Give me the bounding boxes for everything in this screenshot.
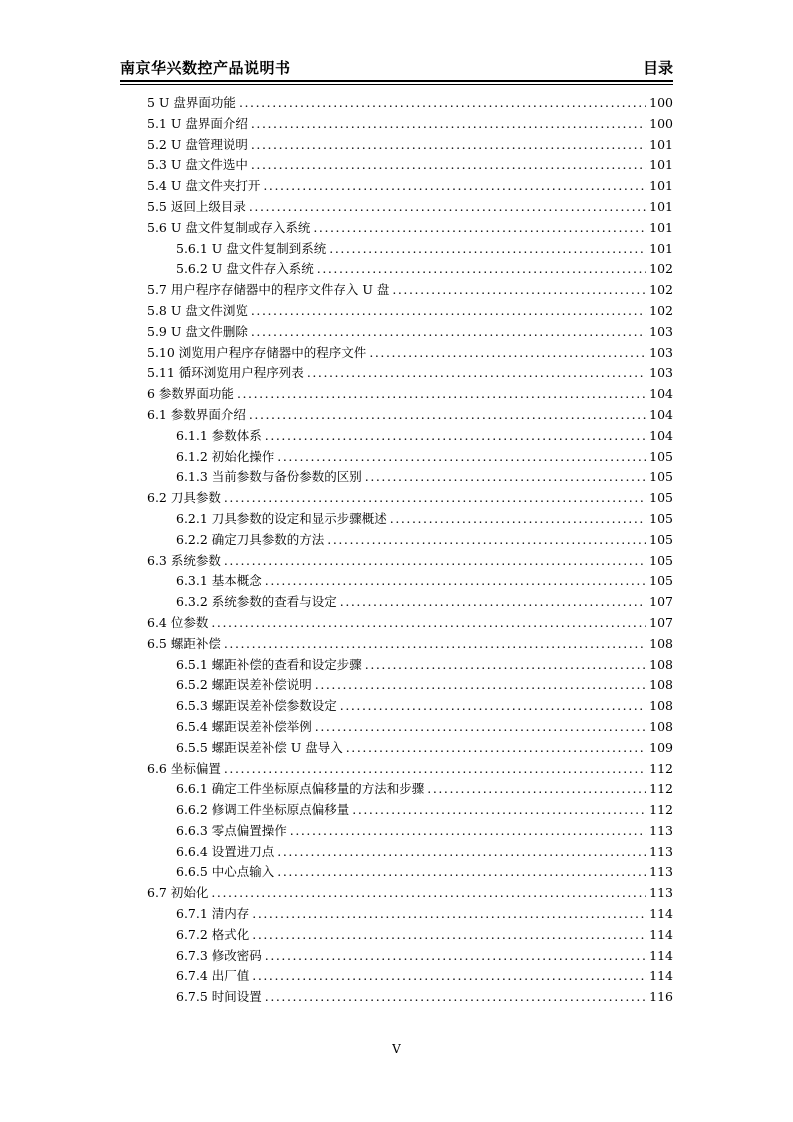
toc-entry-page: 113 <box>649 822 673 838</box>
toc-entry[interactable] <box>147 842 673 863</box>
toc-dot-leader <box>277 864 646 879</box>
toc-entry-page: 109 <box>649 739 673 755</box>
toc-entry[interactable] <box>147 405 673 426</box>
toc-dot-leader <box>277 449 646 464</box>
toc-entry-title: 6.5.2 螺距误差补偿说明 <box>176 677 312 693</box>
toc-entry-title: 5.1 U 盘界面介绍 <box>147 115 248 131</box>
toc-entry-title: 5.9 U 盘文件删除 <box>147 323 248 339</box>
toc-entry-page: 104 <box>649 386 673 402</box>
toc-entry[interactable] <box>147 738 673 759</box>
page-number: V <box>392 1042 401 1056</box>
toc-entry-title: 6.5 螺距补偿 <box>147 635 221 651</box>
toc-entry-page: 103 <box>649 344 673 360</box>
toc-entry[interactable] <box>147 135 673 156</box>
toc-dot-leader <box>251 116 646 131</box>
toc-entry-title: 6.6 坐标偏置 <box>147 760 221 776</box>
toc-entry[interactable] <box>147 904 673 925</box>
toc-dot-leader <box>265 989 646 1004</box>
toc-entry-title: 5.6.2 U 盘文件存入系统 <box>176 261 314 277</box>
toc-dot-leader <box>346 740 646 755</box>
toc-entry-title: 5.11 循环浏览用户程序列表 <box>147 365 304 381</box>
toc-entry-page: 108 <box>649 656 673 672</box>
toc-dot-leader <box>265 948 646 963</box>
toc-dot-leader <box>265 428 646 443</box>
toc-entry-page: 105 <box>649 469 673 485</box>
toc-entry-page: 101 <box>649 240 673 256</box>
toc-entry-title: 6.1.3 当前参数与备份参数的区别 <box>176 469 362 485</box>
toc-entry[interactable] <box>147 987 673 1008</box>
toc-entry[interactable] <box>147 343 673 364</box>
toc-entry-title: 6.6.3 零点偏置操作 <box>176 822 287 838</box>
toc-dot-leader <box>317 261 646 276</box>
toc-dot-leader <box>307 365 646 380</box>
toc-dot-leader <box>327 532 646 547</box>
toc-entry-title: 6.3 系统参数 <box>147 552 221 568</box>
toc-dot-leader <box>427 781 646 796</box>
toc-entry[interactable] <box>147 613 673 634</box>
toc-entry[interactable] <box>147 551 673 572</box>
toc-entry-title: 6.1.1 参数体系 <box>176 427 262 443</box>
toc-entry-page: 113 <box>649 843 673 859</box>
toc-entry-title: 6.7.1 清内存 <box>176 906 250 922</box>
toc-dot-leader <box>211 615 646 630</box>
toc-entry[interactable] <box>147 571 673 592</box>
toc-entry-page: 112 <box>649 781 673 797</box>
toc-entry[interactable] <box>147 176 673 197</box>
toc-entry-title: 5.10 浏览用户程序存储器中的程序文件 <box>147 344 367 360</box>
toc-dot-leader <box>211 885 646 900</box>
toc-entry-page: 114 <box>649 906 673 922</box>
toc-entry-page: 102 <box>649 261 673 277</box>
toc-entry[interactable] <box>147 779 673 800</box>
toc-entry-title: 6.6.4 设置进刀点 <box>176 843 275 859</box>
toc-entry[interactable] <box>147 488 673 509</box>
toc-entry-title: 5.7 用户程序存储器中的程序文件存入 U 盘 <box>147 282 390 298</box>
toc-entry[interactable] <box>147 925 673 946</box>
toc-entry[interactable] <box>147 301 673 322</box>
toc-entry-page: 100 <box>649 95 673 110</box>
toc-dot-leader <box>290 823 646 838</box>
toc-dot-leader <box>263 178 646 193</box>
toc-entry-title: 6 参数界面功能 <box>147 386 234 402</box>
toc-entry[interactable] <box>147 239 673 260</box>
toc-entry[interactable] <box>147 447 673 468</box>
toc-entry-title: 6.2.2 确定刀具参数的方法 <box>176 531 325 547</box>
table-of-contents <box>147 93 673 1008</box>
toc-entry-page: 103 <box>649 323 673 339</box>
toc-entry-page: 104 <box>649 406 673 422</box>
toc-dot-leader <box>313 220 646 235</box>
toc-entry-page: 108 <box>649 698 673 714</box>
toc-dot-leader <box>224 636 646 651</box>
toc-dot-leader <box>390 511 646 526</box>
toc-dot-leader <box>315 719 646 734</box>
toc-dot-leader <box>252 968 646 983</box>
toc-entry-title: 6.2 刀具参数 <box>147 490 221 506</box>
toc-entry-page: 105 <box>649 573 673 589</box>
toc-entry-title: 6.7.5 时间设置 <box>176 989 262 1005</box>
toc-entry[interactable] <box>147 966 673 987</box>
toc-entry-page: 116 <box>649 989 673 1005</box>
toc-entry-title: 5.2 U 盘管理说明 <box>147 136 248 152</box>
toc-entry-page: 105 <box>649 552 673 568</box>
toc-entry[interactable] <box>147 218 673 239</box>
toc-entry-page: 102 <box>649 302 673 318</box>
toc-entry-page: 114 <box>649 926 673 942</box>
toc-entry-page: 101 <box>649 157 673 173</box>
section-title: 目录 <box>642 59 673 77</box>
toc-dot-leader <box>369 345 646 360</box>
toc-dot-leader <box>252 906 646 921</box>
toc-entry-title: 5.8 U 盘文件浏览 <box>147 302 248 318</box>
toc-entry-title: 6.7.2 格式化 <box>176 926 250 942</box>
toc-entry-page: 101 <box>649 198 673 214</box>
toc-entry[interactable] <box>147 634 673 655</box>
toc-dot-leader <box>224 553 646 568</box>
toc-dot-leader <box>265 573 646 588</box>
toc-entry-page: 102 <box>649 282 673 298</box>
toc-entry-title: 6.2.1 刀具参数的设定和显示步骤概述 <box>176 510 387 526</box>
toc-dot-leader <box>249 407 646 422</box>
toc-entry-page: 112 <box>649 760 673 776</box>
toc-entry[interactable] <box>147 384 673 405</box>
toc-entry[interactable] <box>147 530 673 551</box>
toc-entry-title: 6.7 初始化 <box>147 885 209 901</box>
toc-entry[interactable] <box>147 155 673 176</box>
toc-entry-title: 6.5.1 螺距补偿的查看和设定步骤 <box>176 656 362 672</box>
toc-entry-title: 6.5.4 螺距误差补偿举例 <box>176 718 312 734</box>
toc-entry-page: 113 <box>649 864 673 880</box>
toc-entry[interactable] <box>147 800 673 821</box>
toc-dot-leader <box>329 241 646 256</box>
toc-entry[interactable] <box>147 592 673 613</box>
toc-dot-leader <box>365 469 646 484</box>
toc-dot-leader <box>251 303 646 318</box>
toc-entry[interactable] <box>147 322 673 343</box>
toc-entry[interactable] <box>147 862 673 883</box>
toc-entry[interactable] <box>147 93 673 114</box>
toc-entry-page: 101 <box>649 219 673 235</box>
toc-entry-title: 5.5 返回上级目录 <box>147 198 246 214</box>
toc-entry-page: 108 <box>649 718 673 734</box>
toc-entry[interactable] <box>147 114 673 135</box>
page-header <box>120 57 673 79</box>
toc-entry-title: 6.5.3 螺距误差补偿参数设定 <box>176 698 337 714</box>
toc-entry-page: 114 <box>649 968 673 984</box>
toc-entry[interactable] <box>147 717 673 738</box>
toc-entry-page: 113 <box>649 885 673 901</box>
toc-entry[interactable] <box>147 883 673 904</box>
toc-dot-leader <box>224 490 646 505</box>
toc-entry-title: 5.6.1 U 盘文件复制到系统 <box>176 240 327 256</box>
toc-dot-leader <box>340 594 646 609</box>
toc-entry[interactable] <box>147 655 673 676</box>
toc-entry-title: 6.3.2 系统参数的查看与设定 <box>176 594 337 610</box>
toc-entry-page: 101 <box>649 178 673 194</box>
toc-entry[interactable] <box>147 821 673 842</box>
toc-entry[interactable] <box>147 696 673 717</box>
toc-entry-page: 105 <box>649 490 673 506</box>
toc-dot-leader <box>352 802 646 817</box>
toc-entry-title: 6.7.4 出厂值 <box>176 968 250 984</box>
toc-dot-leader <box>251 137 646 152</box>
toc-entry-page: 103 <box>649 365 673 381</box>
header-rule-thin <box>120 84 673 85</box>
toc-entry[interactable] <box>147 426 673 447</box>
toc-entry[interactable] <box>147 675 673 696</box>
toc-dot-leader <box>340 698 646 713</box>
header-rule-thick <box>120 80 673 82</box>
toc-entry-title: 5.3 U 盘文件选中 <box>147 157 248 173</box>
document-title: 南京华兴数控产品说明书 <box>120 59 291 77</box>
toc-entry-page: 108 <box>649 635 673 651</box>
toc-entry[interactable] <box>147 280 673 301</box>
toc-dot-leader <box>249 199 646 214</box>
toc-entry[interactable] <box>147 759 673 780</box>
toc-entry-title: 5 U 盘界面功能 <box>147 95 236 110</box>
toc-entry-page: 104 <box>649 427 673 443</box>
toc-entry-title: 6.3.1 基本概念 <box>176 573 262 589</box>
toc-entry-title: 6.1.2 初始化操作 <box>176 448 275 464</box>
toc-entry-page: 114 <box>649 947 673 963</box>
toc-dot-leader <box>239 95 646 110</box>
toc-entry-title: 6.6.1 确定工件坐标原点偏移量的方法和步骤 <box>176 781 425 797</box>
toc-dot-leader <box>237 386 646 401</box>
toc-entry[interactable] <box>147 197 673 218</box>
toc-entry-title: 6.6.2 修调工件坐标原点偏移量 <box>176 802 350 818</box>
toc-dot-leader <box>315 677 646 692</box>
toc-entry[interactable] <box>147 509 673 530</box>
toc-entry-title: 5.4 U 盘文件夹打开 <box>147 178 261 194</box>
toc-entry-page: 105 <box>649 510 673 526</box>
toc-entry-page: 105 <box>649 448 673 464</box>
toc-entry-page: 105 <box>649 531 673 547</box>
toc-entry[interactable] <box>147 363 673 384</box>
toc-entry[interactable] <box>147 946 673 967</box>
toc-entry-page: 112 <box>649 802 673 818</box>
toc-dot-leader <box>365 657 646 672</box>
toc-entry-title: 5.6 U 盘文件复制或存入系统 <box>147 219 311 235</box>
toc-entry-title: 6.5.5 螺距误差补偿 U 盘导入 <box>176 739 343 755</box>
toc-entry-page: 107 <box>649 594 673 610</box>
toc-dot-leader <box>251 157 646 172</box>
toc-dot-leader <box>224 761 646 776</box>
toc-dot-leader <box>277 844 646 859</box>
toc-entry[interactable] <box>147 259 673 280</box>
toc-entry-title: 6.6.5 中心点输入 <box>176 864 275 880</box>
toc-dot-leader <box>252 927 646 942</box>
toc-dot-leader <box>392 282 646 297</box>
toc-entry[interactable] <box>147 467 673 488</box>
toc-entry-page: 100 <box>649 115 673 131</box>
toc-entry-title: 6.7.3 修改密码 <box>176 947 262 963</box>
toc-entry-page: 101 <box>649 136 673 152</box>
toc-entry-page: 107 <box>649 614 673 630</box>
toc-entry-page: 108 <box>649 677 673 693</box>
toc-entry-title: 6.1 参数界面介绍 <box>147 406 246 422</box>
toc-entry-title: 6.4 位参数 <box>147 614 209 630</box>
toc-dot-leader <box>251 324 646 339</box>
